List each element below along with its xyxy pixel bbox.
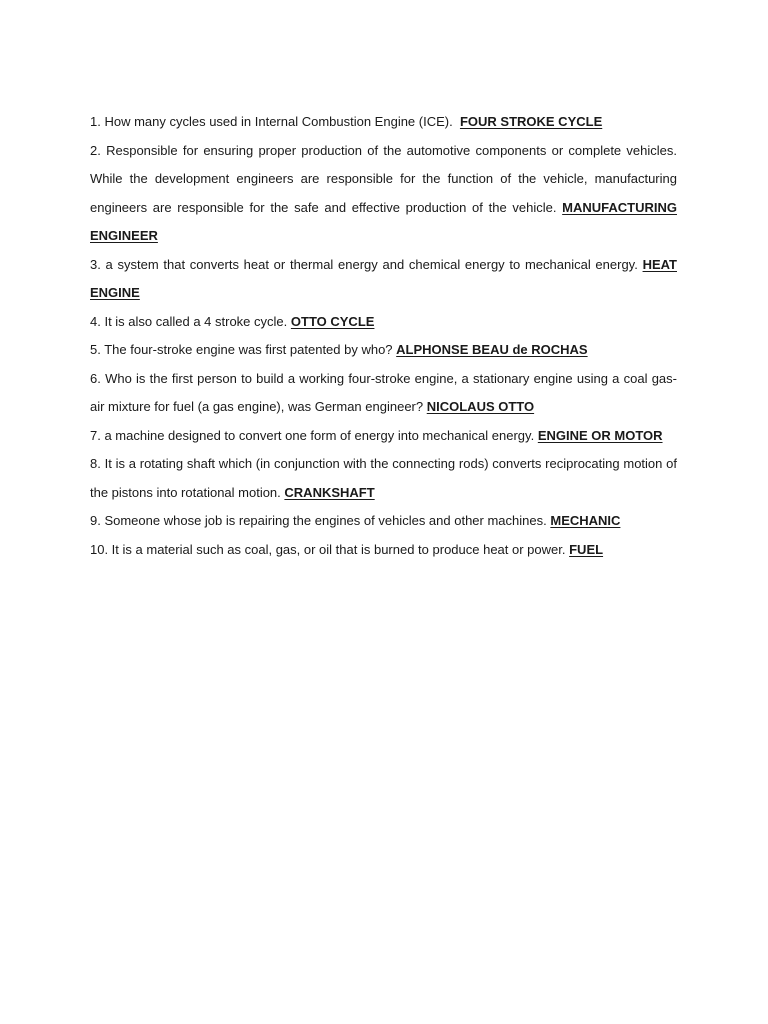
answer-text: OTTO CYCLE: [290, 313, 375, 329]
answer-text: ENGINE OR MOTOR: [537, 427, 663, 443]
answer-text: ALPHONSE BEAU de ROCHAS: [396, 342, 588, 357]
answer-text: FUEL: [569, 541, 604, 557]
answer-text: HEAT ENGINE: [90, 256, 677, 300]
question-text: 7. a machine designed to convert one form of energy into mechanical energy.: [90, 427, 535, 443]
question-text: 5. The four-stroke engine was first patented by who?: [90, 342, 393, 357]
question-item-9: [90, 507, 677, 536]
question-text: 10. It is a material such as coal, gas, or oil that is burned to produce heat or power.: [90, 541, 566, 557]
question-item-10: [90, 536, 677, 565]
answer-text: CRANKSHAFT: [284, 484, 375, 500]
question-item-1: [90, 108, 677, 137]
question-item-7: [90, 422, 677, 451]
question-text: 3. a system that converts heat or thermal energy and chemical energy to mechanical energy.: [90, 256, 638, 272]
question-text: 9. Someone whose job is repairing the engines of vehicles and other machines.: [90, 513, 547, 528]
question-list: [90, 108, 677, 564]
answer-text: MANUFACTURING ENGINEER: [90, 199, 677, 243]
question-item-2: [90, 137, 677, 251]
answer-text: NICOLAUS OTTO: [426, 399, 535, 414]
answer-text: FOUR STROKE CYCLE: [459, 114, 603, 129]
question-item-5: [90, 336, 677, 365]
question-item-8: [90, 450, 677, 507]
question-item-4: [90, 308, 677, 337]
answer-text: MECHANIC: [550, 513, 621, 528]
question-text: 4. It is also called a 4 stroke cycle.: [90, 313, 288, 329]
question-text: 6. Who is the first person to build a working four-stroke engine, a stationary engine using a coal gas-air mixture for fuel (a gas engine), was German engineer?: [90, 370, 677, 414]
question-text: 2. Responsible for ensuring proper production of the automotive components or complete vehicles. While the development engineers are responsible for the function of the vehicle, manufacturing engineers are responsible for the safe and effective production of the vehicle.: [90, 142, 677, 215]
question-item-6: [90, 365, 677, 422]
question-text: 8. It is a rotating shaft which (in conjunction with the connecting rods) converts reciprocating motion of the pistons into rotational motion.: [90, 456, 677, 500]
question-item-3: [90, 251, 677, 308]
question-text: 1. How many cycles used in Internal Combustion Engine (ICE).: [90, 114, 453, 129]
